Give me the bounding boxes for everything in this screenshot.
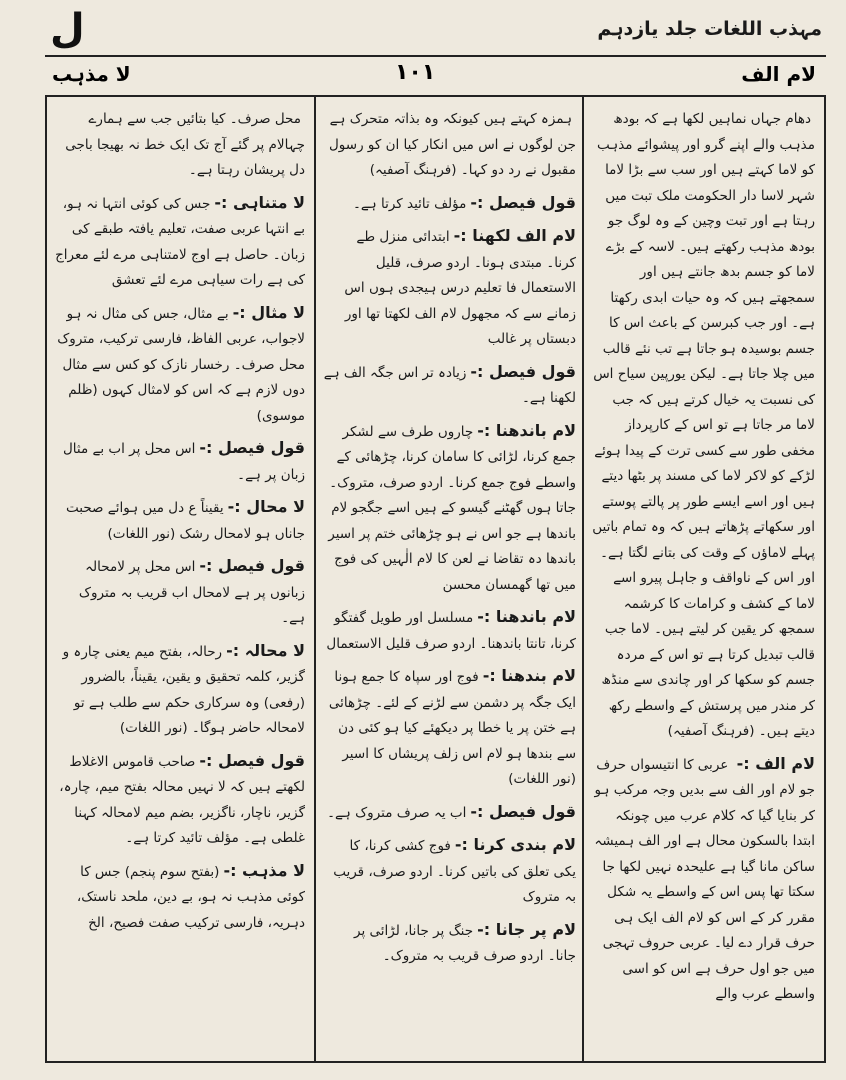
entry-headword: قول فیصل :- — [470, 801, 576, 821]
entry — [323, 359, 576, 412]
entry — [55, 435, 305, 488]
entry — [55, 553, 305, 632]
entry — [590, 751, 815, 1008]
section-letter: ل — [50, 6, 85, 52]
entry — [323, 604, 576, 657]
column-left — [55, 105, 305, 1055]
entry-headword: لام الف :- — [736, 753, 815, 773]
entry-text: مسلسل اور طویل گفتگو کرنا، تانتا باندھنا۔ اردو صرف قلیل الاستعمال — [326, 610, 576, 652]
entry — [55, 494, 305, 547]
entry — [323, 418, 576, 599]
entry-text: اس محل پر لامحالہ زبانوں پر ہے لامحال اب قریب بہ متروک ہے۔ — [78, 559, 305, 626]
entry-text: فوج کشی کرنا، کا یکی تعلق کی باتیں کرنا۔ اردو صرف، قریب بہ متروک — [333, 838, 576, 905]
entry-text: ابتدائی منزل طے کرنا۔ مبتدی ہونا۔ اردو صرف، قلیل الاستعمال فا تعلیم درس ہیجدی ہوں اس زمانے سے کہ مجھول لام الف لکھتا تھا اور دبستاں پر غالب — [344, 229, 576, 347]
book-title: مہذب اللغات جلد یازدہم — [597, 18, 822, 40]
entry-text: ہمزہ کہتے ہیں کیونکہ وہ بذاتہ متحرک ہے جن لوگوں نے اس میں انکار کیا ان کو رسول مقبول نے رد دو کہا۔ (فرہنگ آصفیہ) — [328, 111, 576, 178]
entry-headword: قول فیصل :- — [199, 750, 305, 770]
header-rule-top — [45, 55, 826, 57]
entry-headword: لام باندھنا :- — [477, 420, 576, 440]
entry — [323, 223, 576, 353]
entry-text: زیادہ تر اس جگہ الف ہے لکھنا ہے۔ — [323, 364, 576, 406]
entry — [323, 917, 576, 970]
entry-text: دھام جہاں نماہیں لکھا ہے کہ بودھ مذہب والے اپنے گرو اور پیشوائے مذہب کو لاما کہتے ہیں اور سب سے بڑا لاما شہر لاسا دار الحکومت ملک تبت میں رہتا ہے اور تبت وچین کے وہ لوگ جو بودھ مذہب رکھتے ہیں۔ لاسہ کے بڑے لاما کو جسم بدھ جانتے ہیں اور سمجھتے ہیں کہ وہ حیات ابدی رکھتا ہے۔ اور جب کبرسن کے باعث اس کا جسم بوسیدہ ہو جاتا ہے تب نئے قالب میں چلا جاتا ہے۔ لیکن یورپین سیاح اس کی نسبت یہ خیال کرتے ہیں کہ جب لاما مر جاتا ہے تو اس کے کارپرداز مخفی طور سے کسی ترت کے پیدا ہوئے لڑکے کو لاکر لاما کی مسند پر بٹھا دیتے ہیں اور اسے ایسے طور پر پالتے پوستے اور سکھاتے پڑھاتے ہیں کہ وہ تمام باتیں پہلے لاماؤں کے وقت کی بتانے لگتا ہے۔ اور اس کے ناواقف و جاہل پیرو اسے لاما کے کشف و کرامات کا کرشمہ سمجھ کر یقین کر لیتے ہیں۔ لاما جب قالب تبدیل کرتا ہے تو اس کے مردہ جسم کو سکھا کر اور چاندی سے منڈھ کر مندر میں پرستش کے واسطے رکھ دیتے ہیں۔ (فرہنگ آصفیہ) — [592, 111, 815, 739]
entry-text: فوج اور سپاہ کا جمع ہونا ایک جگہ پر دشمن سے لڑنے کے لئے۔ چڑھائی ہے ختن پر یا خطا پر دیکھئے کیا ہو کئی دن سے بندھا ہو لام اس زلف پریشاں کا اسیر (نور اللغات) — [328, 669, 576, 787]
entry-headword: لا مذہب :- — [223, 860, 305, 880]
entry-text: محل صرف۔ کیا بتائیں جب سے ہمارے چہالام پر گئے آج تک ایک خط نہ بھیجا باجی دل پریشان رہتا ہے۔ — [65, 111, 305, 178]
entry — [55, 190, 305, 294]
entry-headword: لا متناہی :- — [214, 192, 305, 212]
entry — [55, 105, 305, 184]
entry-headword: لا محال :- — [227, 497, 305, 516]
entry-headword: لام باندھنا :- — [477, 607, 576, 626]
column-divider-right — [582, 95, 584, 1063]
entry — [55, 858, 305, 937]
entry — [323, 663, 576, 793]
entry-headword: لا مثال :- — [232, 302, 305, 322]
column-right — [590, 105, 815, 1055]
entry-headword: قول فیصل :- — [199, 438, 305, 457]
entry-text: جس کی کوئی انتہا نہ ہو، بے انتہا عربی صفت، تعلیم یافتہ طبقے کی زبان۔ حاصل ہے اوج لامتناہی مرے لئے معراج کی ہے رات سیاہی مرے لئے تعشق — [55, 195, 305, 288]
entry-headword: قول فیصل :- — [199, 556, 305, 575]
entry-headword: لا محالہ :- — [226, 640, 305, 660]
entry — [323, 832, 576, 911]
entry-headword: لام الف لکھنا :- — [453, 226, 576, 245]
entry-text: عربی کا انتیسواں حرف جو لام اور الف سے بدیں وجہ مرکب ہو کر بنایا گیا کہ کلام عرب میں چونکہ ابتدا بالسکون محال ہے اور الف ہمیشہ ساکن مانا گیا ہے علیحدہ نہیں لکھا جا سکتا تھا پس اس کے واسطے یہ شکل مقرر کر کے اس کو لام الف ایک ہی حرف قرار دے لیا۔ عربی حروف تہجی میں جو اول حرف ہے اس کو اسی واسطے عرب والے — [594, 756, 815, 1002]
entry — [55, 748, 305, 852]
entry-headword: لام پر جانا :- — [477, 919, 576, 939]
entry — [55, 638, 305, 742]
entry-headword: لام بندی کرنا :- — [454, 835, 576, 854]
column-middle — [323, 105, 576, 1055]
entry-headword: قول فیصل :- — [470, 192, 576, 212]
running-head-right: لام الف — [741, 62, 816, 86]
entry-text: صاحب قاموس الاغلاط لکھتے ہیں کہ لا نہیں محالہ بفتح میم، چارہ، گزیر، ناچار، ناگزیر، بضم میم لامحالہ کہنا غلطی ہے۔ مؤلف تائید کرتا ہے۔ — [59, 753, 305, 846]
page-number: ١٠١ — [395, 60, 436, 85]
entry-headword: قول فیصل :- — [470, 361, 576, 381]
entry-text: یقیناً ع دل میں ہوائے صحبت جاناں ہو لامحال رشک (نور اللغات) — [66, 500, 305, 542]
entry-text: جنگ پر جانا، لڑائی پر جانا۔ اردو صرف قریب بہ متروک۔ — [354, 922, 576, 964]
entry-text: مؤلف تائید کرتا ہے۔ — [352, 195, 467, 212]
entry — [590, 105, 815, 745]
entry-headword: لام بندھنا :- — [482, 666, 576, 685]
entry — [323, 105, 576, 184]
column-divider-left — [314, 95, 316, 1063]
entry — [55, 300, 305, 430]
entry-text: اب یہ صرف متروک ہے۔ — [327, 804, 467, 821]
entry-text: بے مثال، جس کی مثال نہ ہو لاجواب، عربی الفاظ، فارسی ترکیب، متروک محل صرف۔ رخسار نازک کو کس سے مثال دوں لازم ہے کہ اس کو لامثال کہوں (ظلم موسوی) — [57, 305, 305, 424]
entry — [323, 799, 576, 827]
running-head-left: لا مذہب — [52, 62, 131, 86]
entry-text: (بفتح سوم پنجم) جس کا کوئی مذہب نہ ہو، بے دین، ملحد ناستک، دہریہ، فارسی ترکیب صفت فصیح، الخ — [76, 863, 305, 931]
entry-text: چاروں طرف سے لشکر جمع کرنا، لڑائی کا سامان کرنا، چڑھائی کے واسطے فوج جمع کرنا۔ اردو صرف، متروک۔ جاتا ہوں گھٹنے گیسو کے ہیں اسے جگجو لام باندھا ہے جو اس نے ہو چڑھائی ختم پر اسیر باندھا دہ تقاضا نے لعن کا لام الٰہیں کی فوج میں تھا گھمسان محسن — [328, 423, 576, 593]
entry — [323, 190, 576, 218]
entry-text: رحالہ، بفتح میم یعنی چارہ و گزیر، کلمہ تحقیق و یقین، یقیناً، بالضرور (رفعی) وہ سرکاری حکم سے طلب ہے تو لامحالہ حاضر ہوگا۔ (نور اللغات) — [62, 643, 305, 736]
entry-text: اس محل پر اب بے مثال زبان پر ہے۔ — [62, 441, 305, 483]
